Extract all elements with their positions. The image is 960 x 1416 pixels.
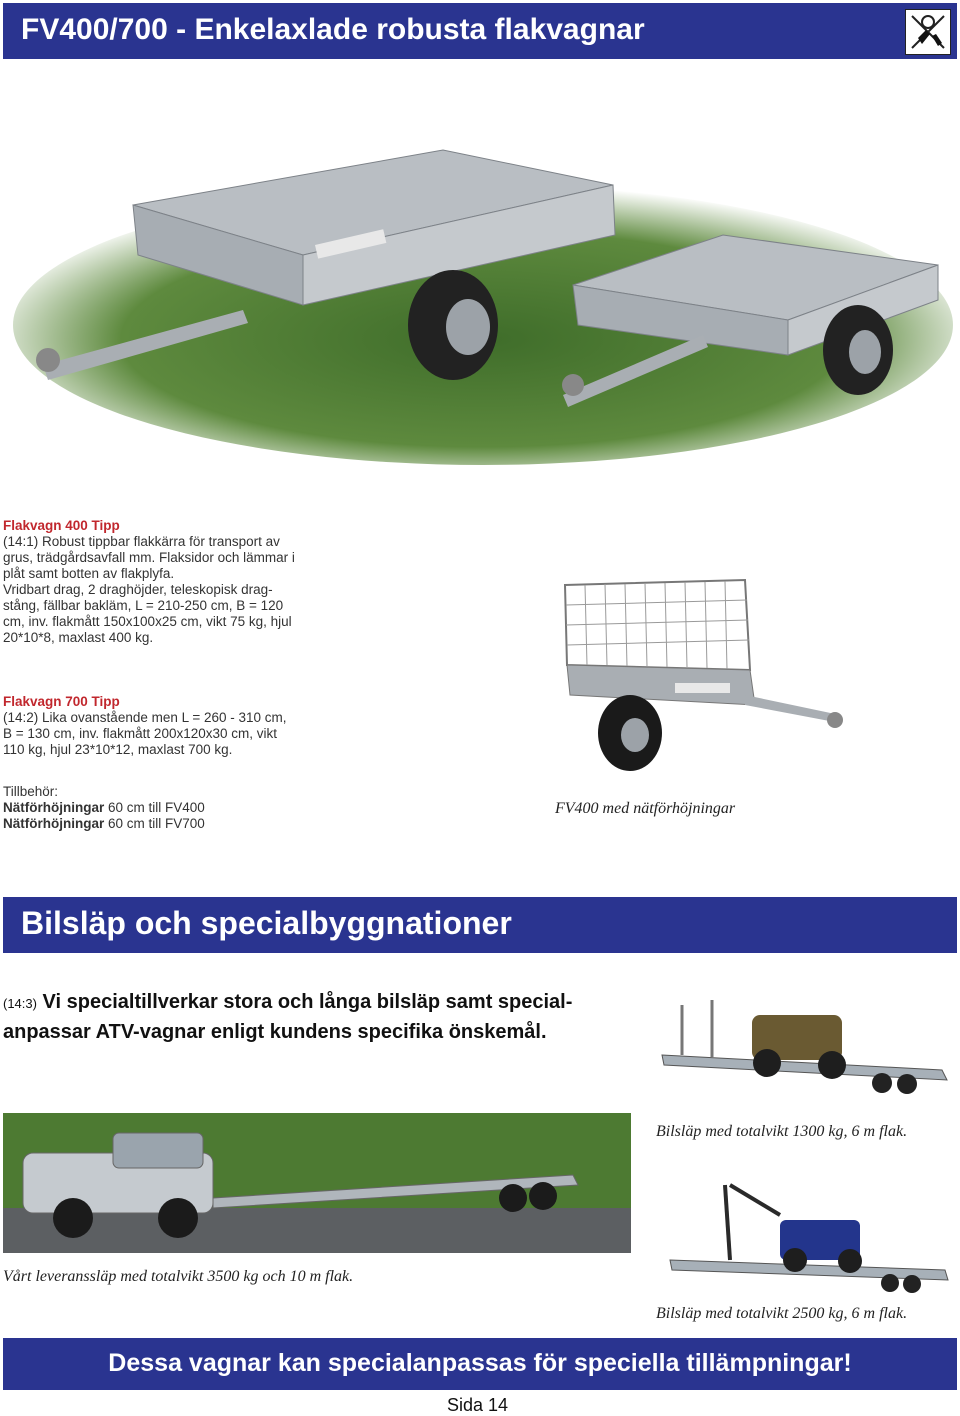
tools-logo-icon xyxy=(905,9,951,55)
title-banner xyxy=(3,3,957,59)
page-number: Sida 14 xyxy=(447,1395,509,1415)
atv-caption: Bilsläp med totalvikt 1300 kg, 6 m flak. xyxy=(656,1123,908,1140)
section-line: (14:3) Vi specialtillverkar stora och långa bilsläp samt special- xyxy=(3,991,573,1013)
fv700-line: 110 kg, hjul 23*10*12, maxlast 700 kg. xyxy=(3,742,233,757)
section-title: Bilsläp och specialbyggnationer xyxy=(21,905,512,941)
fv400-line: (14:1) Robust tippbar flakkärra för transport av xyxy=(3,534,280,549)
fv400-title: Flakvagn 400 Tipp xyxy=(3,518,120,533)
fv400-line: cm, inv. flakmått 150x100x25 cm, vikt 75 kg, hjul xyxy=(3,614,292,629)
footer-banner-text: Dessa vagnar kan specialanpassas för speciella tillämpningar! xyxy=(108,1349,852,1377)
fv400-line: stång, fällbar bakläm, L = 210-250 cm, B = 120 xyxy=(3,598,284,613)
mesh-trailer-photo xyxy=(555,575,855,775)
fv700-title: Flakvagn 700 Tipp xyxy=(3,694,120,709)
fv700-block xyxy=(3,694,308,758)
accessory-item: Nätförhöjningar 60 cm till FV700 xyxy=(3,816,205,831)
fv400-line: plåt samt botten av flakplyfa. xyxy=(3,566,175,581)
mesh-caption: FV400 med nätförhöjningar xyxy=(555,800,736,817)
page-title: FV400/700 - Enkelaxlade robusta flakvagnar xyxy=(21,13,645,46)
accessories-label: Tillbehör: xyxy=(3,784,59,799)
fv700-line: (14:2) Lika ovanstående men L = 260 - 310 cm, xyxy=(3,710,287,725)
section-code: (14:3) xyxy=(3,996,37,1011)
section-line: anpassar ATV-vagnar enligt kundens specifika önskemål. xyxy=(3,1021,547,1043)
fv400-block xyxy=(3,518,308,646)
section-text xyxy=(3,988,643,1046)
truck-caption: Vårt leveranssläp med totalvikt 3500 kg och 10 m flak. xyxy=(3,1268,354,1285)
accessory-item: Nätförhöjningar 60 cm till FV400 xyxy=(3,800,205,815)
tractor-trailer-photo xyxy=(660,1175,955,1295)
atv-trailer-photo xyxy=(652,985,957,1100)
fv400-line: 20*10*8, maxlast 400 kg. xyxy=(3,630,154,645)
fv400-line: grus, trädgårdsavfall mm. Flaksidor och lämmar i xyxy=(3,550,295,565)
accessories-block xyxy=(3,784,308,832)
fv400-line: Vridbart drag, 2 draghöjder, teleskopisk drag- xyxy=(3,582,273,597)
truck-trailer-photo xyxy=(3,1113,631,1253)
tractor-caption: Bilsläp med totalvikt 2500 kg, 6 m flak. xyxy=(656,1305,908,1322)
footer-banner xyxy=(3,1338,957,1390)
fv700-line: B = 130 cm, inv. flakmått 200x120x30 cm, vikt xyxy=(3,726,277,741)
hero-trailers-photo xyxy=(3,95,957,495)
section-banner xyxy=(3,897,957,953)
